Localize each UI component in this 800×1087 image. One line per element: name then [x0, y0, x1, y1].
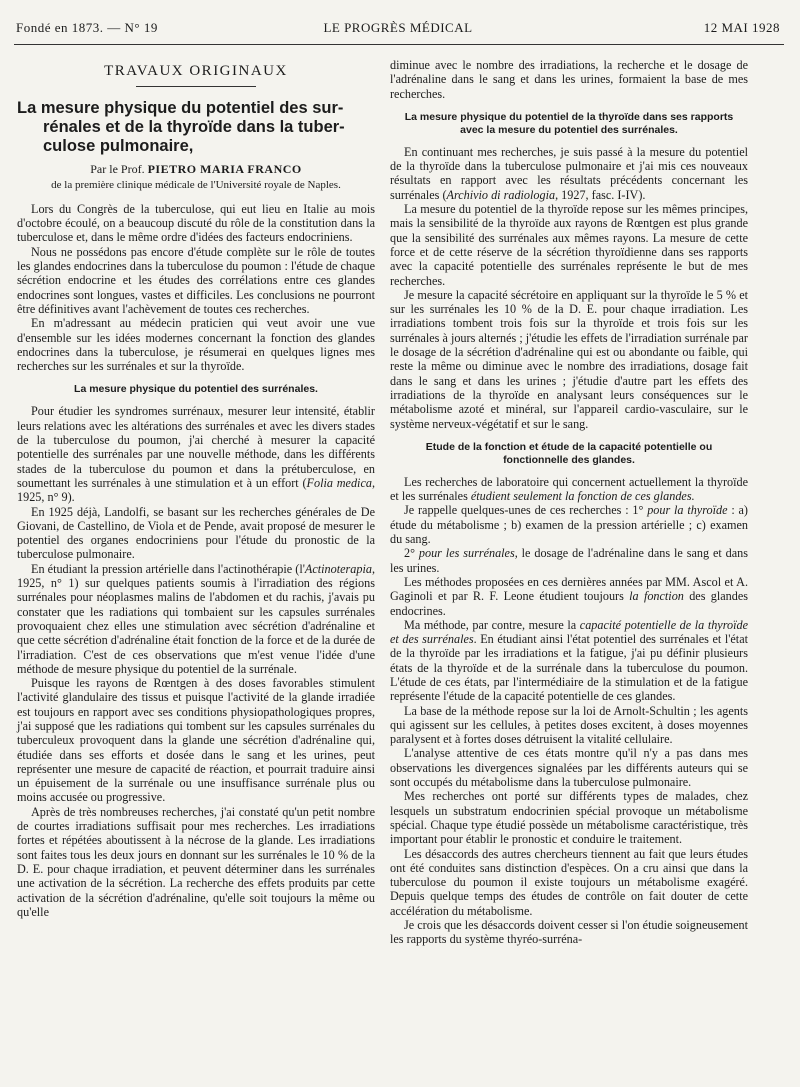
paragraph — [390, 546, 748, 575]
section-heading: Etude de la fonction et étude de la capacité potentielle ou fonctionnelle des glandes. — [425, 440, 713, 466]
text-span: : a) étude du métabolisme ; b) examen de la pression artérielle ; c) examen du sang. — [390, 503, 748, 547]
text-span: En étudiant la pression artérielle dans l'actinothérapie (l' — [31, 561, 305, 576]
text-span: Les méthodes proposées en ces dernières années par MM. Ascol et A. Gaginoli et par R. F. Leone étudient toujours — [390, 574, 748, 604]
text-span: , 1925, n° 1) sur quelques patients soumis à l'irradiation des régions surrénales pour néoplasmes malins de l'abdomen et du rachis, j'avais pu constater que les radiations qui tombaient sur les capsules surrénales provoquaient chez elles une stimulation avec sécrétion d'adrénaline et que cette sécrétion d'adrénaline était fonction de la force et de la durée de l'irradiation. C'est de ces observations que m'est venue l'idée d'une méthode de mesure physique du potentiel de la surrénale. — [17, 561, 375, 676]
paragraph: Les désaccords des autres chercheurs tiennent au fait que leurs études ont été conduites sans distinction d'espèces. On a cru ainsi que dans la tuberculose du poumon il existe toujours un métabolisme exagéré. Depuis quelque temps des études de contrôle on fait douter de cette accélération du métabolisme. — [390, 846, 748, 918]
byline — [17, 162, 375, 176]
byline-prefix: Par le Prof. — [90, 162, 145, 177]
paragraph — [390, 618, 748, 704]
text-span: En continuant mes recherches, je suis passé à la mesure du potentiel de la thyroïde dans la tuberculose pulmonaire et j'ai mis ces nouveaux résultats en rapport avec les résultats précédents concernant les surrénales ( — [390, 144, 748, 202]
paragraph: diminue avec le nombre des irradiations, la recherche et le dosage de l'adrénaline dans le sang et dans les urines, formaient la base de mes recherches. — [390, 58, 748, 101]
italic-citation: Folia medica — [306, 475, 372, 490]
paragraph: En 1925 déjà, Landolfi, se basant sur les recherches générales de De Giovani, de Castellino, de Viola et de Pende, avait proposé de mesurer le potentiel des organes endocriniens pour l'étude du pronostic de la tuberculose pulmonaire. — [17, 504, 375, 562]
rubric-rule — [136, 86, 256, 87]
italic-citation: Actinoterapia — [304, 561, 372, 576]
paragraph: Mes recherches ont porté sur différents types de malades, chez lesquels un substratum endocrinien spécial provoque un métabolisme spécial. Chaque type étudié possède un métabolisme caractéristique, très important pour établir le pronostic et conduire le traitement. — [390, 789, 748, 847]
article-title — [17, 99, 375, 156]
paragraph: La base de la méthode repose sur la loi de Arnolt-Schultin ; les agents qui agissent sur les cellules, à petites doses excitent, à doses moyennes paralysent et à fortes doses détruisent la vitalité cellulaire. — [390, 703, 748, 747]
author-name: PIETRO MARIA FRANCO — [147, 162, 302, 177]
section-heading: La mesure physique du potentiel des surrénales. — [74, 383, 318, 396]
text-span: Pour étudier les syndromes surrénaux, mesurer leur intensité, établir leurs relations avec les altérations des surrénales et avec les divers stades de la tuberculose du poumon, j'ai cherché à mesurer la capacité potentielle des surrénales par une nouvelle méthode, dans les différents stades de la tuberculose du poumon et dans la prétuberculose, en soumettant les surrénales à une stimulation et à un effort ( — [17, 404, 375, 490]
paragraph: Je mesure la capacité sécrétoire en appliquant sur la thyroïde le 5 % et sur les surrénales les 10 % de la D. E. pour chaque irradiation. Les irradiations tombent trois fois sur la thyroïde et trois fois sur les surrénales à jours alternés ; j'étudie les effets de l'irradiation surrénale par le dosage de la sécrétion d'adrénaline qui est ou abondante ou faible, qui reste la même ou diminue avec le nombre des irradiations, dosage fait dans le sang et dans les urines ; j'étudie d'autre part les effets des irradiations de la thyroïde en analysant leurs conséquences sur le métabolisme azoté et minéral, sur l'appareil cardio-vasculaire, sur le système nerveux-végétatif et sur le sang. — [390, 287, 748, 431]
title-line-2: rénales et de la thyroïde dans la tuber- — [43, 118, 345, 137]
italic-text: pour les surrénales — [418, 546, 515, 561]
paragraph: Après de très nombreuses recherches, j'ai constaté qu'un petit nombre de courtes irradiations suffisait pour mes recherches. Les irradiations fortes et répétées aboutissent à la nécrose de la glande. Les irradiations sont faites tous les deux jours en donnant sur les surrénales le 10 % de la D. E. pour chaque irradiation, et peuvent déterminer dans les surrénales une activation de la sécrétion. La recherche des effets produits par cette activation de la sécrétion d'adrénaline, qu'elle soit toujours la même ou qu'elle — [17, 804, 375, 919]
left-column — [17, 58, 375, 919]
text-span: Ma méthode, par contre, mesure la — [404, 617, 580, 632]
paragraph: La mesure du potentiel de la thyroïde repose sur les mêmes principes, mais la sensibilité de la thyroïde aux rayons de Rœntgen est plus grande que la sensibilité des surrénales aux mêmes rayons. La mesure de cette force et de cette réserve de la sécrétion thyroïdienne dans ses rapports avec la capacité potentielle des surrénales représente le but de mes recherches. — [390, 202, 748, 288]
text-span: Je rappelle quelques-unes de ces recherches : 1° — [404, 503, 648, 518]
title-line-3: culose pulmonaire, — [43, 137, 194, 156]
paragraph — [17, 404, 375, 504]
founding-issue: Fondé en 1873. — N° 19 — [16, 20, 158, 35]
italic-text: la fonction — [629, 589, 684, 604]
text-span: , 1925, n° 9). — [17, 475, 375, 505]
paragraph — [390, 575, 748, 618]
paragraph — [390, 503, 748, 546]
paragraph: Nous ne possédons pas encore d'étude complète sur le rôle de toutes les glandes endocrines dans la tuberculose du poumon : l'étude de chaque sécrétion endocrine et les études des corrélations entre ces glandes endocrines sont longues, vastes et difficiles. Les conclusions ne pourront être définitives avant l'achèvement de toutes ces recherches. — [17, 244, 375, 316]
journal-title: LE PROGRÈS MÉDICAL — [323, 20, 473, 35]
paragraph: En m'adressant au médecin praticien qui veut avoir une vue d'ensemble sur les idées modernes concernant la fonction des glandes endocrines dans la tuberculose, je résumerai en quelques lignes mes recherches sur les surrénales et sur la thyroïde. — [17, 316, 375, 374]
paragraph: Puisque les rayons de Rœntgen à des doses favorables stimulent l'activité glandulaire des tissus et puisque l'activité de la glande irradiée est toujours en rapport avec ses conditions physiopathologiques propres, j'ai supposé que les radiations qui tombent sur les capsules surrénales du tuberculeux provoquent dans la glande une sécrétion d'adrénaline qui, étudiée dans ses efforts et dosée dans le sang et les urines, peut représenter une mesure de capacité de réaction, et pourrait traduire ainsi un épuisement de la surrénale ou une insuffisance surrénale plus ou moins accusée ou progressive. — [17, 676, 375, 805]
issue-date: 12 MAI 1928 — [703, 20, 780, 35]
section-heading: La mesure physique du potentiel de la thyroïde dans ses rapports avec la mesure du potentiel des surrénales. — [404, 110, 734, 136]
header-rule — [14, 44, 784, 45]
title-line-1: La mesure physique du potentiel des sur- — [17, 99, 344, 118]
paragraph — [17, 562, 375, 676]
text-span: Les recherches de laboratoire qui concernent actuellement la thyroïde et les surrénales — [390, 474, 748, 504]
paragraph — [390, 145, 748, 202]
italic-text: capacité potentielle de la thyroïde et des surrénales — [390, 617, 748, 647]
paragraph: Je crois que les désaccords doivent cesser si l'on étudie soigneusement les rapports du système thyréo-surréna- — [390, 918, 748, 947]
paragraph: L'analyse attentive de ces états montre qu'il n'y a pas dans mes observations les divergences signalées par les différents auteurs qui se sont occupés du métabolisme dans la tuberculose pulmonaire. — [390, 746, 748, 790]
section-rubric: TRAVAUX ORIGINAUX — [104, 63, 288, 79]
italic-citation: Archivio di radiologia — [446, 187, 556, 202]
right-column — [390, 58, 748, 947]
text-span: des glandes endocrines. — [390, 589, 748, 618]
text-span: . En étudiant ainsi l'état potentiel des surrénales et l'état de la thyroïde par les irradiations et la fatigue, j'ai pu définir plusieurs états de la thyroïde et de la surrénale dans la tuberculose du poumon. L'étude de ces états, par l'intermédiaire de la stimulation et de la fatigue représente l'étude de la capacité potentielle de ces glandes. — [390, 632, 748, 704]
italic-text: étudient seulement la fonction de ces glandes. — [470, 489, 695, 504]
affiliation: de la première clinique médicale de l'Université royale de Naples. — [51, 178, 341, 191]
text-span: , le dosage de l'adrénaline dans le sang et dans les urines. — [390, 546, 748, 575]
text-span: 2° — [404, 546, 419, 561]
text-span: , 1927, fasc. I-IV). — [555, 187, 646, 202]
italic-text: pour la thyroïde — [647, 503, 728, 518]
paragraph: Lors du Congrès de la tuberculose, qui eut lieu en Italie au mois d'octobre écoulé, on a beaucoup discuté du rôle de la constitution dans la tuberculose et, dans le même ordre d'idées des facteurs endocriniens. — [17, 201, 375, 245]
page-header — [16, 20, 780, 40]
paragraph — [390, 475, 748, 504]
